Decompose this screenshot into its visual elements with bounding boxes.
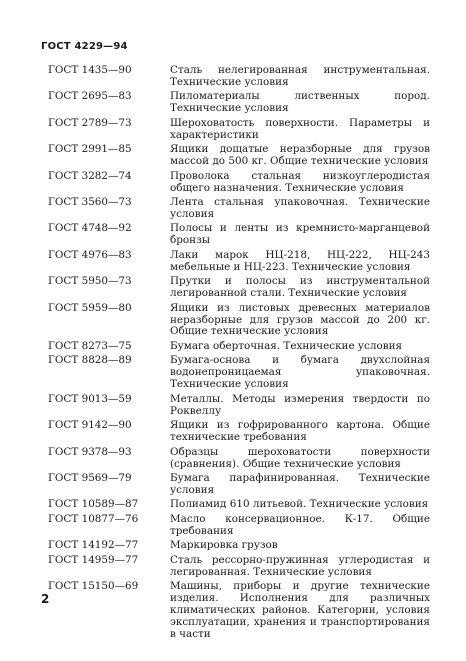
- reference-entry: [48, 91, 430, 115]
- standard-title: Бумага-основа и бумага двухслойная водонепроницаемая упаковочная. Технические условия: [170, 354, 430, 391]
- standard-title: Образцы шероховатости поверхности (сравнения). Общие технические условия: [170, 445, 430, 470]
- standard-title: Лента стальная упаковочная. Технические условия: [170, 196, 430, 220]
- standard-code: ГОСТ 2991—85: [48, 143, 132, 156]
- reference-entry: [48, 65, 430, 89]
- reference-entry: [48, 555, 430, 579]
- reference-entry: [48, 118, 430, 142]
- standard-code: ГОСТ 2789—73: [48, 116, 132, 129]
- standard-title: Пиломатериалы лиственных пород. Технические условия: [170, 90, 430, 115]
- standard-code: ГОСТ 9142—90: [48, 419, 132, 432]
- standard-title: Полосы и ленты из кремнисто-марганцевой бронзы: [170, 222, 430, 247]
- standard-code: ГОСТ 3282—74: [48, 169, 132, 182]
- reference-entry: [48, 420, 430, 444]
- standard-code: ГОСТ 9013—59: [48, 392, 132, 405]
- standard-code: ГОСТ 8273—75: [48, 339, 132, 352]
- reference-entry: [48, 499, 430, 511]
- standard-title: Лаки марок НЦ-218, НЦ-222, НЦ-243 мебельные и НЦ-223. Технические условия: [170, 248, 430, 273]
- standard-title: Ящики из листовых древесных материалов неразборные для грузов массой до 200 кг. Общие технические условия: [170, 301, 430, 338]
- standard-code: ГОСТ 8828—89: [48, 354, 132, 367]
- reference-entry: [48, 473, 430, 497]
- standard-code: ГОСТ 14192—77: [48, 539, 139, 552]
- standard-code: ГОСТ 5950—73: [48, 275, 132, 288]
- reference-entry: [48, 514, 430, 538]
- reference-entry: [48, 144, 430, 168]
- standard-title: Проволока стальная низкоуглеродистая общего назначения. Технические условия: [170, 169, 430, 194]
- standard-title: Прутки и полосы из инструментальной легированной стали. Технические условия: [170, 275, 430, 300]
- reference-entry: [48, 223, 430, 247]
- standard-code: ГОСТ 10589—87: [48, 498, 139, 511]
- standard-title: Бумага оберточная. Технические условия: [170, 339, 403, 352]
- reference-entry: [48, 355, 430, 391]
- standard-title: Сталь рессорно-пружинная углеродистая и легированная. Технические условия: [170, 553, 430, 578]
- standard-code: ГОСТ 14959—77: [48, 553, 139, 566]
- standard-code: ГОСТ 4976—83: [48, 248, 132, 261]
- standard-title: Ящики из гофрированного картона. Общие технические требования: [170, 419, 430, 444]
- standard-code: ГОСТ 10877—76: [48, 512, 139, 525]
- reference-entry: [48, 581, 430, 641]
- standard-title: Масло консервационное. К-17. Общие требования: [170, 512, 430, 537]
- standard-title: Машины, приборы и другие технические изделия. Исполнения для различных климатических районов. Категории, условия эксплуатации, хранения и транспортирования в части: [170, 580, 430, 640]
- page-number: 2: [41, 592, 50, 606]
- reference-entry: [48, 250, 430, 274]
- reference-entry: [48, 540, 430, 552]
- standard-code: ГОСТ 9378—93: [48, 445, 132, 458]
- reference-entry: [48, 197, 430, 221]
- standard-title: Шероховатость поверхности. Параметры и характеристики: [170, 116, 430, 141]
- reference-entry: [48, 276, 430, 300]
- standard-code: ГОСТ 3560—73: [48, 196, 132, 209]
- standard-code: ГОСТ 1435—90: [48, 64, 132, 76]
- standard-code: ГОСТ 15150—69: [48, 580, 139, 593]
- reference-entry: [48, 341, 430, 353]
- reference-entry: [48, 303, 430, 339]
- standard-title: Бумага парафинированная. Технические условия: [170, 472, 430, 496]
- standard-code: ГОСТ 9569—79: [48, 472, 132, 484]
- page-header: ГОСТ 4229—94: [41, 41, 128, 52]
- standard-title: Сталь нелегированная инструментальная. Технические условия: [170, 64, 430, 88]
- standard-code: ГОСТ 4748—92: [48, 222, 132, 235]
- standard-title: Маркировка грузов: [170, 539, 278, 552]
- standard-title: Полиамид 610 литьевой. Технические условия: [170, 498, 429, 511]
- reference-list: [48, 65, 430, 643]
- standard-code: ГОСТ 5959—80: [48, 301, 132, 314]
- reference-entry: [48, 171, 430, 195]
- reference-entry: [48, 447, 430, 471]
- standard-title: Металлы. Методы измерения твердости по Роквеллу: [170, 392, 430, 417]
- standard-title: Ящики дощатые неразборные для грузов массой до 500 кг. Общие технические условия: [170, 143, 430, 168]
- standard-code: ГОСТ 2695—83: [48, 90, 132, 103]
- reference-entry: [48, 394, 430, 418]
